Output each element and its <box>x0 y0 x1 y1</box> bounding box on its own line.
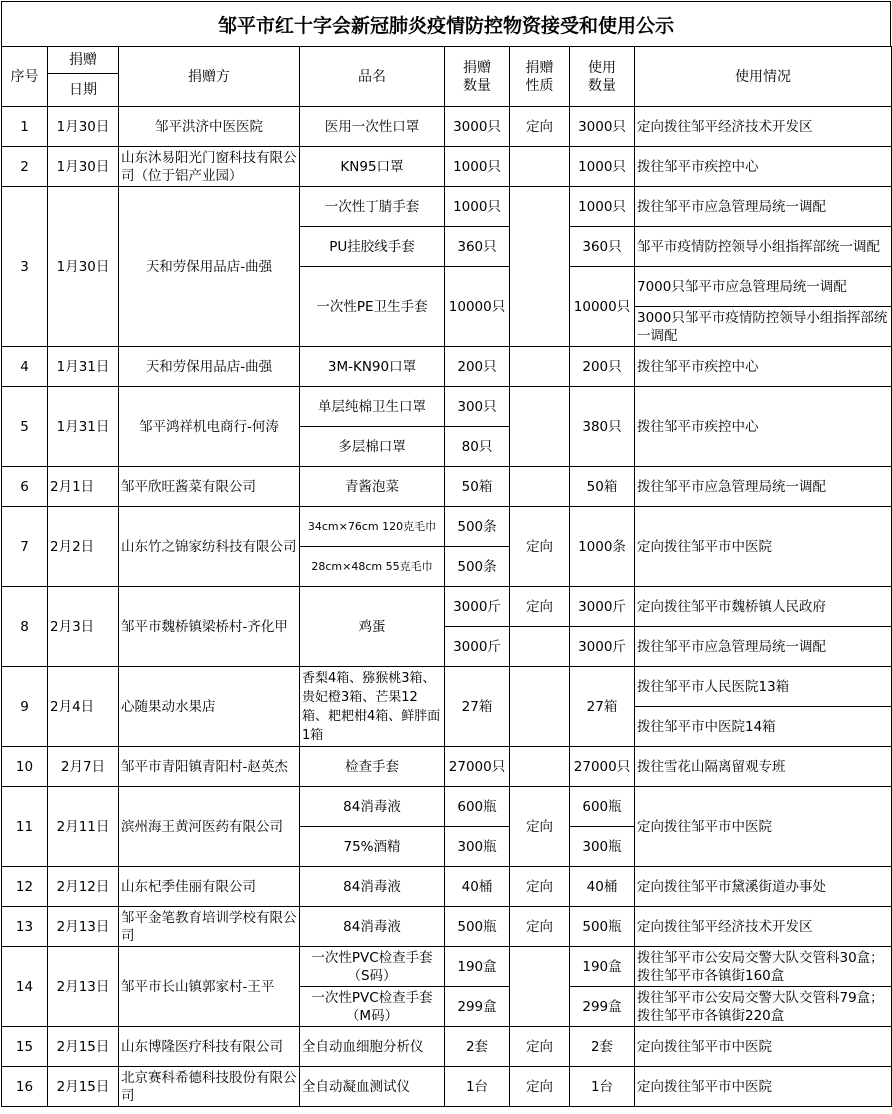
cell-seq: 7 <box>2 507 48 587</box>
cell-nature: 定向 <box>510 507 570 587</box>
cell-usage: 3000只邹平市疫情防控领导小组指挥部统一调配 <box>635 307 892 347</box>
cell-qty: 1000只 <box>445 187 510 227</box>
cell-used: 40桶 <box>570 867 635 907</box>
cell-usage: 定向拨往邹平市中医院 <box>635 1067 892 1107</box>
cell-date: 2月11日 <box>48 787 119 867</box>
cell-usage: 定向拨往邹平市中医院 <box>635 787 892 867</box>
cell-usage: 定向拨往邹平市中医院 <box>635 507 892 587</box>
cell-donor: 邹平洪济中医医院 <box>119 107 300 147</box>
cell-nature <box>510 467 570 507</box>
header-date-top: 捐赠 <box>48 47 119 74</box>
table-row <box>2 387 892 427</box>
cell-date: 2月15日 <box>48 1027 119 1067</box>
cell-donor: 邹平欣旺酱菜有限公司 <box>119 467 300 507</box>
cell-donor: 邹平市长山镇郭家村-王平 <box>119 947 300 1027</box>
table-row <box>2 147 892 187</box>
cell-date: 1月30日 <box>48 187 119 347</box>
cell-item: 多层棉口罩 <box>300 427 445 467</box>
cell-seq: 2 <box>2 147 48 187</box>
cell-item: 28cm×48cm 55克毛巾 <box>300 547 445 587</box>
cell-qty: 299盒 <box>445 987 510 1027</box>
cell-qty: 50箱 <box>445 467 510 507</box>
cell-date: 2月4日 <box>48 667 119 747</box>
cell-date: 2月13日 <box>48 947 119 1027</box>
cell-used: 500瓶 <box>570 907 635 947</box>
cell-date: 1月31日 <box>48 347 119 387</box>
table-row <box>2 947 892 987</box>
cell-usage: 7000只邹平市应急管理局统一调配 <box>635 267 892 307</box>
document-title: 邹平市红十字会新冠肺炎疫情防控物资接受和使用公示 <box>1 1 891 46</box>
cell-nature: 定向 <box>510 107 570 147</box>
cell-donor: 邹平市青阳镇青阳村-赵英杰 <box>119 747 300 787</box>
cell-usage: 邹平市疫情防控领导小组指挥部统一调配 <box>635 227 892 267</box>
cell-seq: 5 <box>2 387 48 467</box>
cell-used: 27000只 <box>570 747 635 787</box>
cell-seq: 3 <box>2 187 48 347</box>
cell-used: 10000只 <box>570 267 635 347</box>
cell-usage: 拨往邹平市公安局交警大队交管科30盒；拨往邹平市各镇街160盒 <box>635 947 892 987</box>
cell-used: 1台 <box>570 1067 635 1107</box>
header-nature: 捐赠 性质 <box>510 47 570 107</box>
cell-donor: 邹平鸿祥机电商行-何涛 <box>119 387 300 467</box>
cell-qty: 1台 <box>445 1067 510 1107</box>
cell-item: 全自动凝血测试仪 <box>300 1067 445 1107</box>
cell-qty: 500条 <box>445 547 510 587</box>
cell-nature <box>510 947 570 1027</box>
header-seq: 序号 <box>2 47 48 107</box>
table-row <box>2 467 892 507</box>
table-row <box>2 507 892 547</box>
cell-usage: 拨往邹平市应急管理局统一调配 <box>635 627 892 667</box>
cell-nature: 定向 <box>510 1067 570 1107</box>
cell-nature <box>510 667 570 747</box>
cell-qty: 3000斤 <box>445 587 510 627</box>
cell-usage: 拨往邹平市疾控中心 <box>635 147 892 187</box>
cell-donor: 山东杞季佳丽有限公司 <box>119 867 300 907</box>
cell-item: 一次性丁腈手套 <box>300 187 445 227</box>
cell-nature: 定向 <box>510 587 570 627</box>
cell-qty: 300瓶 <box>445 827 510 867</box>
cell-used: 3000斤 <box>570 587 635 627</box>
table-row <box>2 867 892 907</box>
cell-qty: 3000斤 <box>445 627 510 667</box>
cell-seq: 15 <box>2 1027 48 1067</box>
document-sheet <box>1 1 891 1107</box>
cell-donor: 邹平市魏桥镇梁桥村-齐化甲 <box>119 587 300 667</box>
cell-usage: 拨往邹平市应急管理局统一调配 <box>635 187 892 227</box>
cell-qty: 600瓶 <box>445 787 510 827</box>
table-row <box>2 107 892 147</box>
cell-qty: 200只 <box>445 347 510 387</box>
cell-qty: 2套 <box>445 1027 510 1067</box>
table-row <box>2 1067 892 1107</box>
cell-nature <box>510 347 570 387</box>
cell-used: 300瓶 <box>570 827 635 867</box>
cell-date: 2月2日 <box>48 507 119 587</box>
cell-seq: 4 <box>2 347 48 387</box>
cell-item: 香梨4箱、猕猴桃3箱、贵妃橙3箱、芒果12箱、耙耙柑4箱、鲜胖面1箱 <box>300 667 445 747</box>
cell-donor: 心随果动水果店 <box>119 667 300 747</box>
cell-seq: 6 <box>2 467 48 507</box>
cell-date: 2月15日 <box>48 1067 119 1107</box>
table-row <box>2 787 892 827</box>
cell-date: 2月12日 <box>48 867 119 907</box>
cell-item: KN95口罩 <box>300 147 445 187</box>
cell-donor: 天和劳保用品店-曲强 <box>119 347 300 387</box>
cell-nature <box>510 147 570 187</box>
cell-usage: 拨往雪花山隔离留观专班 <box>635 747 892 787</box>
cell-item: 鸡蛋 <box>300 587 445 667</box>
cell-qty: 10000只 <box>445 267 510 347</box>
cell-item: 检查手套 <box>300 747 445 787</box>
cell-nature <box>510 627 570 667</box>
cell-donor: 邹平金笔教育培训学校有限公司 <box>119 907 300 947</box>
cell-qty: 500瓶 <box>445 907 510 947</box>
cell-donor: 山东竹之锦家纺科技有限公司 <box>119 507 300 587</box>
cell-used: 1000只 <box>570 147 635 187</box>
cell-qty: 360只 <box>445 227 510 267</box>
header-donor: 捐赠方 <box>119 47 300 107</box>
cell-used: 50箱 <box>570 467 635 507</box>
cell-item: 84消毒液 <box>300 787 445 827</box>
cell-qty: 80只 <box>445 427 510 467</box>
cell-nature: 定向 <box>510 787 570 867</box>
header-item: 品名 <box>300 47 445 107</box>
cell-used: 380只 <box>570 387 635 467</box>
cell-nature: 定向 <box>510 867 570 907</box>
cell-date: 1月31日 <box>48 387 119 467</box>
cell-date: 2月1日 <box>48 467 119 507</box>
table-row <box>2 747 892 787</box>
cell-seq: 13 <box>2 907 48 947</box>
cell-item: 一次性PE卫生手套 <box>300 267 445 347</box>
cell-item: 一次性PVC检查手套（S码） <box>300 947 445 987</box>
cell-used: 1000只 <box>570 187 635 227</box>
cell-item: 青酱泡菜 <box>300 467 445 507</box>
cell-qty: 1000只 <box>445 147 510 187</box>
cell-item: 3M-KN90口罩 <box>300 347 445 387</box>
cell-usage: 定向拨往邹平市魏桥镇人民政府 <box>635 587 892 627</box>
cell-seq: 12 <box>2 867 48 907</box>
cell-usage: 拨往邹平市中医院14箱 <box>635 707 892 747</box>
cell-used: 190盒 <box>570 947 635 987</box>
cell-seq: 9 <box>2 667 48 747</box>
cell-donor: 北京赛科希德科技股份有限公司 <box>119 1067 300 1107</box>
cell-qty: 40桶 <box>445 867 510 907</box>
cell-nature <box>510 747 570 787</box>
cell-used: 600瓶 <box>570 787 635 827</box>
cell-seq: 8 <box>2 587 48 667</box>
cell-used: 3000只 <box>570 107 635 147</box>
table-row <box>2 187 892 227</box>
table-row <box>2 667 892 707</box>
cell-usage: 定向拨往邹平市中医院 <box>635 1027 892 1067</box>
cell-usage: 定向拨往邹平经济技术开发区 <box>635 107 892 147</box>
cell-usage: 拨往邹平市公安局交警大队交管科79盒；拨往邹平市各镇街220盒 <box>635 987 892 1027</box>
header-date-bottom: 日期 <box>48 74 119 107</box>
cell-nature: 定向 <box>510 907 570 947</box>
cell-usage: 定向拨往邹平市黛溪街道办事处 <box>635 867 892 907</box>
cell-seq: 14 <box>2 947 48 1027</box>
cell-item: 84消毒液 <box>300 867 445 907</box>
cell-nature <box>510 387 570 467</box>
table-row <box>2 1027 892 1067</box>
cell-nature <box>510 187 570 347</box>
header-donated-qty: 捐赠 数量 <box>445 47 510 107</box>
cell-qty: 27000只 <box>445 747 510 787</box>
cell-usage: 拨往邹平市人民医院13箱 <box>635 667 892 707</box>
cell-donor: 滨州海王黄河医药有限公司 <box>119 787 300 867</box>
cell-date: 1月30日 <box>48 107 119 147</box>
cell-item: 全自动血细胞分析仪 <box>300 1027 445 1067</box>
cell-used: 27箱 <box>570 667 635 747</box>
cell-qty: 27箱 <box>445 667 510 747</box>
cell-donor: 山东沐易阳光门窗科技有限公司（位于铝产业园） <box>119 147 300 187</box>
cell-item: PU挂胶线手套 <box>300 227 445 267</box>
table-row <box>2 347 892 387</box>
cell-date: 2月3日 <box>48 587 119 667</box>
cell-donor: 山东博隆医疗科技有限公司 <box>119 1027 300 1067</box>
cell-item: 75%酒精 <box>300 827 445 867</box>
cell-date: 2月13日 <box>48 907 119 947</box>
table-row <box>2 907 892 947</box>
cell-qty: 190盒 <box>445 947 510 987</box>
cell-qty: 3000只 <box>445 107 510 147</box>
cell-seq: 11 <box>2 787 48 867</box>
cell-seq: 10 <box>2 747 48 787</box>
cell-item: 医用一次性口罩 <box>300 107 445 147</box>
cell-date: 1月30日 <box>48 147 119 187</box>
cell-used: 200只 <box>570 347 635 387</box>
cell-donor: 天和劳保用品店-曲强 <box>119 187 300 347</box>
cell-used: 2套 <box>570 1027 635 1067</box>
header-used-qty: 使用 数量 <box>570 47 635 107</box>
cell-usage: 拨往邹平市应急管理局统一调配 <box>635 467 892 507</box>
cell-item: 34cm×76cm 120克毛巾 <box>300 507 445 547</box>
cell-qty: 500条 <box>445 507 510 547</box>
cell-used: 299盒 <box>570 987 635 1027</box>
cell-item: 单层纯棉卫生口罩 <box>300 387 445 427</box>
cell-used: 3000斤 <box>570 627 635 667</box>
cell-used: 360只 <box>570 227 635 267</box>
cell-usage: 拨往邹平市疾控中心 <box>635 387 892 467</box>
cell-usage: 定向拨往邹平经济技术开发区 <box>635 907 892 947</box>
cell-item: 84消毒液 <box>300 907 445 947</box>
cell-qty: 300只 <box>445 387 510 427</box>
cell-date: 2月7日 <box>48 747 119 787</box>
cell-seq: 1 <box>2 107 48 147</box>
cell-item: 一次性PVC检查手套（M码） <box>300 987 445 1027</box>
cell-usage: 拨往邹平市疾控中心 <box>635 347 892 387</box>
cell-seq: 16 <box>2 1067 48 1107</box>
header-usage: 使用情况 <box>635 47 892 107</box>
cell-nature: 定向 <box>510 1027 570 1067</box>
table-row <box>2 587 892 627</box>
cell-used: 1000条 <box>570 507 635 587</box>
donation-table <box>1 46 892 1107</box>
